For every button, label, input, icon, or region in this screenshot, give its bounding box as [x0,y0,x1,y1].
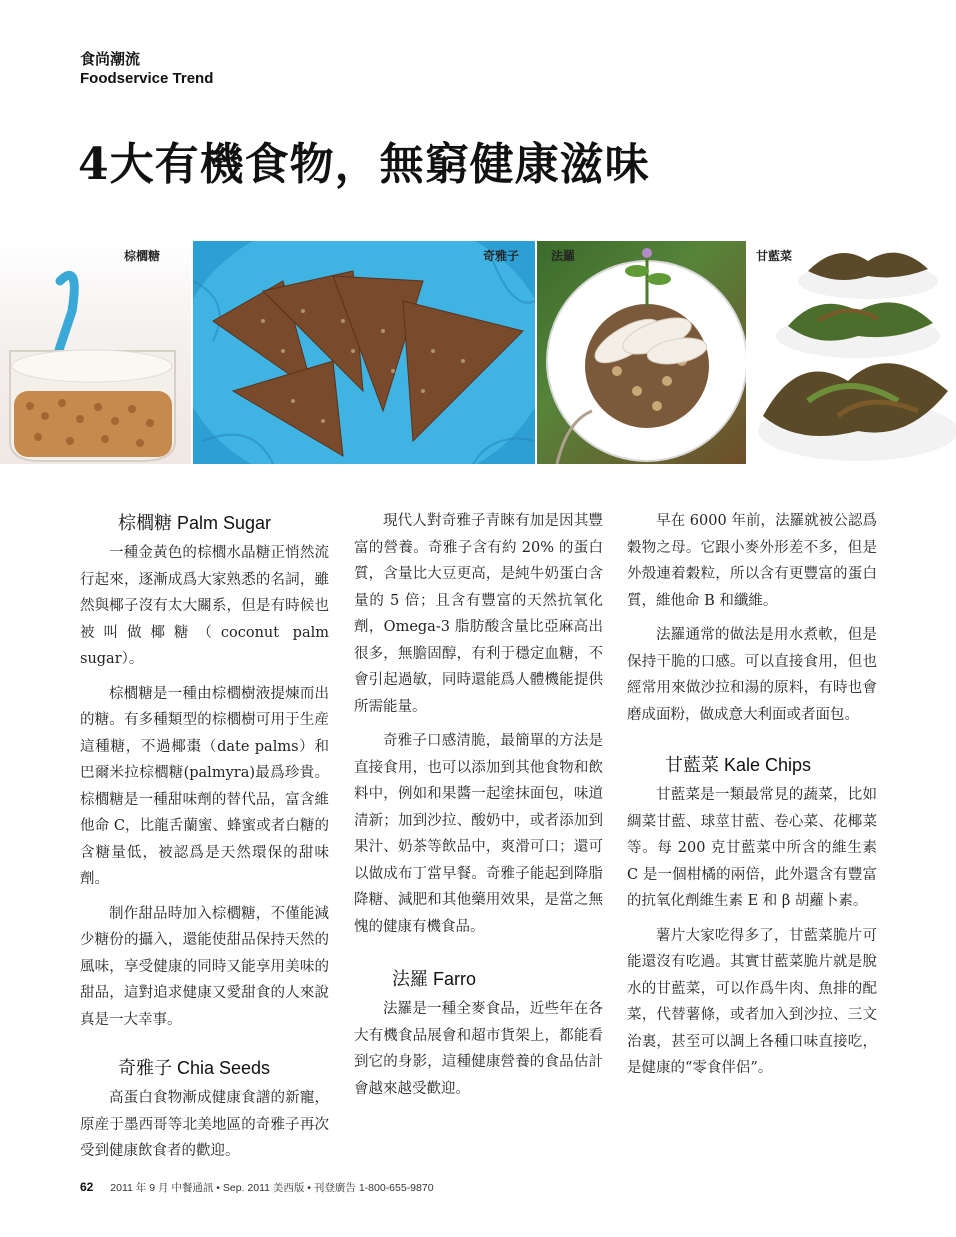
chia-paragraph-2: 現代人對奇雅子青睞有加是因其豐富的營養。奇雅子含有約 20% 的蛋白質，含量比大豆更高，是純牛奶蛋白含量的 5 倍；且含有豐富的天然抗氧化劑，Omega-3 脂肪酸含量比亞麻高出很多，無膽固醇，有利于穩定血糖，不會引起過敏，同時還能爲人體機能提供所需能量。 [354,513,603,715]
heading-chia-seeds: 奇雅子 Chia Seeds [118,1058,271,1078]
page-number: 62 [80,1180,94,1194]
photo-caption-chia: 奇雅子 [483,249,520,263]
farro-paragraph-1: 法羅是一種全麥食品，近些年在各大有機食品展會和超市貨架上，都能看到它的身影，這種健康營養的食品估計會越來越受歡迎。 [354,1001,603,1097]
photo-caption-farro: 法羅 [551,249,576,263]
section-label-zh: 食尚潮流 [80,51,141,68]
palm-sugar-dessert-illustration [0,241,191,464]
farro-photo [537,241,746,464]
kale-paragraph-1: 甘藍菜是一類最常見的蔬菜，比如綢菜甘藍、球莖甘藍、卷心菜、花椰菜等。每 200 克甘藍菜中所含的維生素 C 是一個柑橘的兩倍，此外還含有豐富的抗氧化劑維生素 E 和 β 胡蘿卜素。 [627,787,877,909]
photo-caption-palm-sugar: 棕櫚糖 [124,249,161,263]
palm-sugar-paragraph-3: 制作甜品時加入棕櫚糖，不僅能減少糖份的攝入，還能使甜品保持天然的風味，享受健康的同時又能享用美味的甜品，這對追求健康又愛甜食的人來說真是一大幸事。 [80,905,329,1028]
kale-paragraph-2: 薯片大家吃得多了，甘藍菜脆片可能還沒有吃過。其實甘藍菜脆片就是脫水的甘藍菜，可以作爲牛肉、魚排的配菜，代替薯條，或者加入到沙拉、三文治裏，甚至可以調上各種口味直接吃，是健康的“零食伴侶”。 [627,927,877,1076]
section-label-en: Foodservice Trend [80,70,214,87]
chia-paragraph-1: 高蛋白食物漸成健康食譜的新寵，原産于墨西哥等北美地區的奇雅子再次受到健康飲食者的歡迎。 [80,1090,329,1159]
farro-salad-illustration [537,241,746,464]
heading-farro: 法羅 Farro [392,969,477,989]
article-column-3 [627,508,877,1090]
farro-paragraph-2: 早在 6000 年前，法羅就被公認爲穀物之母。它跟小麥外形差不多，但是外殼連着穀粒，所以含有更豐富的蛋白質，維他命 B 和纖維。 [627,513,877,609]
section-label [80,50,213,88]
chia-paragraph-3: 奇雅子口感清脆，最簡單的方法是直接食用，也可以添加到其他食物和飲料中，例如和果醬一起塗抹面包，味道清新；加到沙拉、酸奶中，或者添加到果汁、奶茶等飲品中，爽滑可口；還可以做成布丁當早餐。奇雅子能起到降脂降糖、減肥和其他藥用效果，是當之無愧的健康有機食品。 [354,733,603,935]
article-column-2 [354,508,603,1110]
palm-sugar-photo [0,241,191,464]
footer-text: 2011 年 9 月 中餐通訊 • Sep. 2011 美西版 • 刊登廣告 1-800-655-9870 [110,1182,434,1194]
page-footer [80,1180,434,1195]
heading-kale-chips: 甘藍菜 Kale Chips [665,755,812,775]
photo-caption-kale: 甘藍菜 [756,249,793,263]
palm-sugar-paragraph-1: 一種金黃色的棕櫚水晶糖正悄然流行起來，逐漸成爲大家熟悉的名詞，雖然與椰子沒有太大關系，但是有時候也被叫做椰糖（coconut palm sugar）。 [80,545,329,667]
farro-paragraph-3: 法羅通常的做法是用水煮軟，但是保持干脆的口感。可以直接食用，但也經常用來做沙拉和湯的原料，有時也會磨成面粉，做成意大利面或者面包。 [627,627,877,723]
article-headline: 4大有機食物，無窮健康滋味 [78,139,650,190]
chia-crackers-illustration [193,241,535,464]
palm-sugar-paragraph-2: 棕櫚糖是一種由棕櫚樹液提煉而出的糖。有多種類型的棕櫚樹可用于生産這種糖，不過椰棗（date palms）和巴爾米拉棕櫚糖(palmyra)最爲珍貴。棕櫚糖是一種甜味劑的替代品，富含維他命 C，比龍舌蘭蜜、蜂蜜或者白糖的含糖量低，被認爲是天然環保的甜味劑。 [80,685,329,887]
kale-chips-illustration [748,241,956,464]
article-column-1 [80,508,329,1173]
heading-palm-sugar: 棕櫚糖 Palm Sugar [118,513,272,533]
chia-seeds-photo [193,241,535,464]
kale-chips-photo [748,241,956,464]
